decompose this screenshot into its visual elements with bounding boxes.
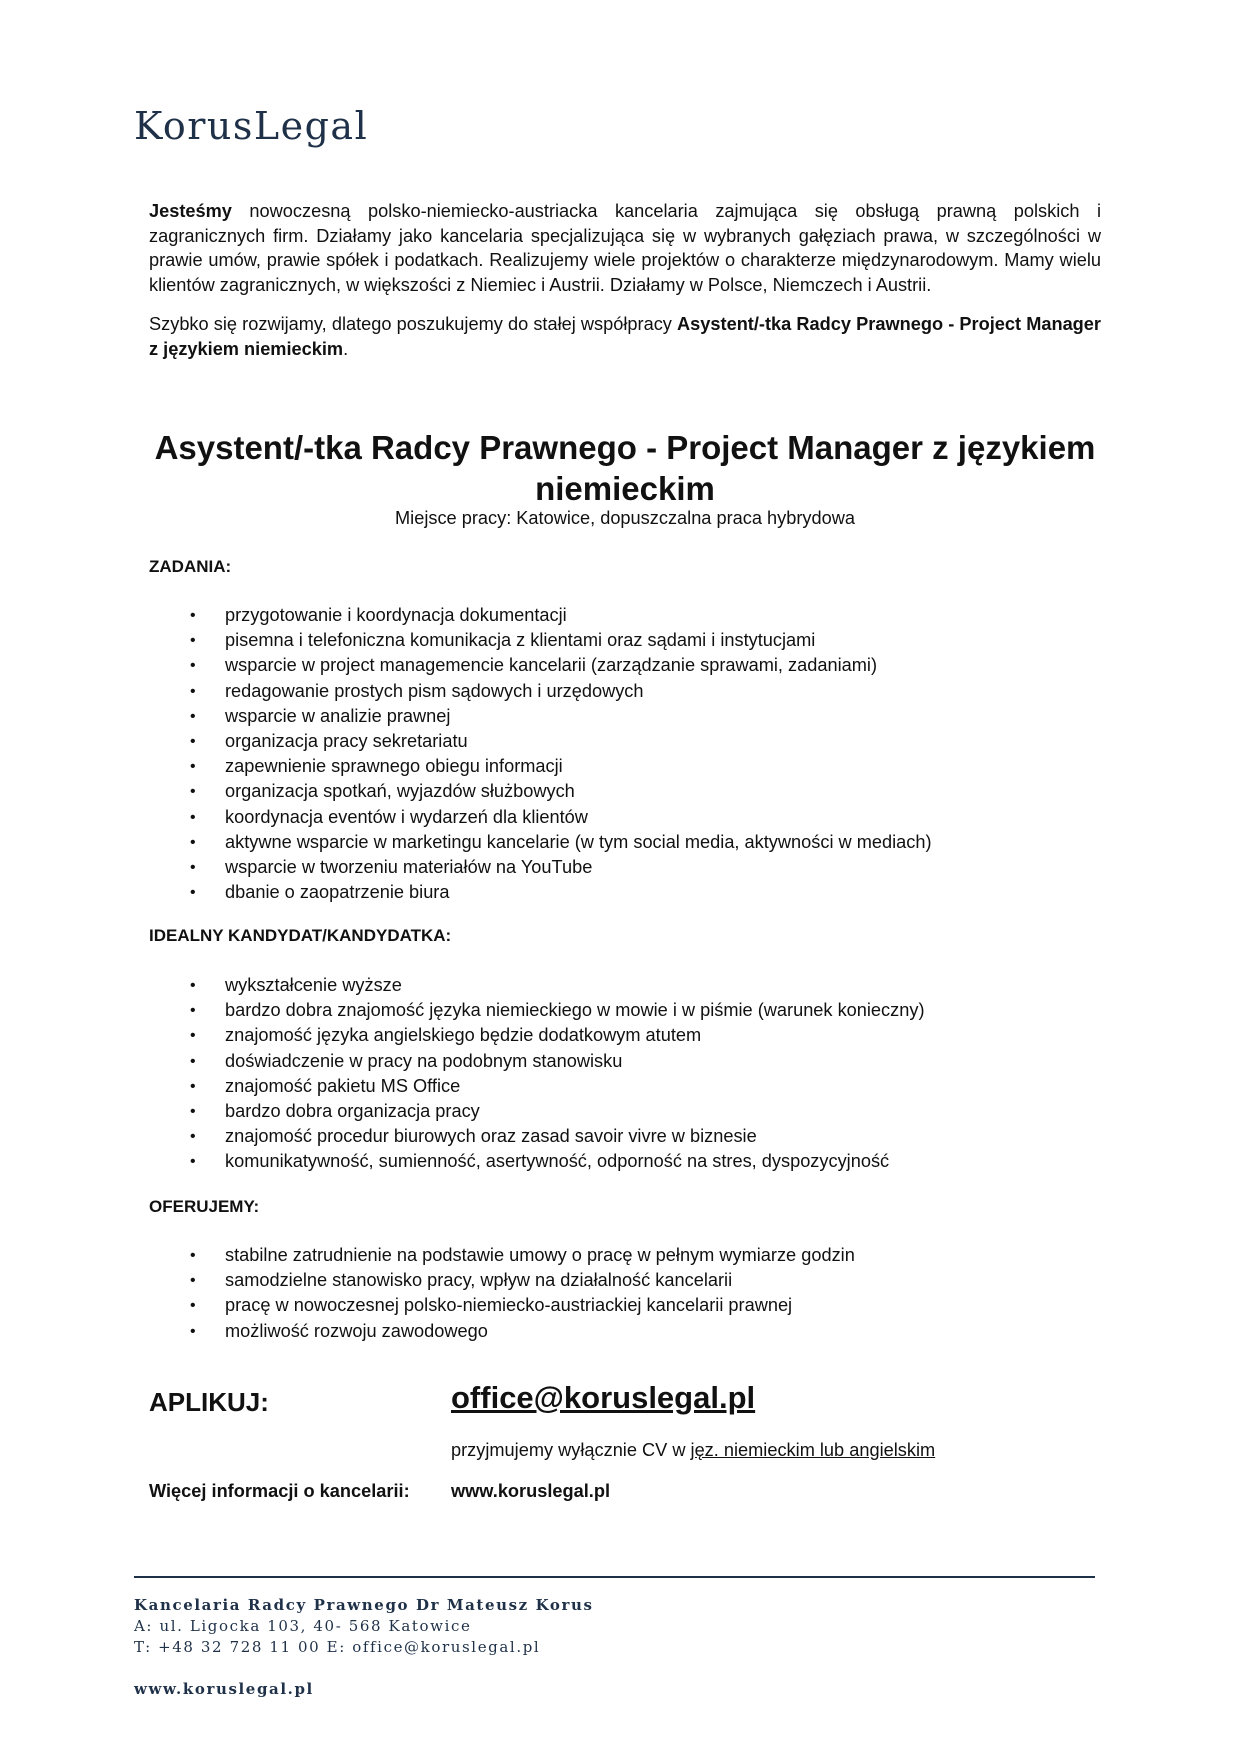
bullet-icon: •	[190, 682, 196, 700]
footer-website[interactable]: www.koruslegal.pl	[134, 1680, 314, 1698]
list-item-text: samodzielne stanowisko pracy, wpływ na działalność kancelarii	[225, 1270, 733, 1291]
tasks-heading: ZADANIA:	[149, 557, 232, 576]
list-item	[149, 729, 932, 754]
recruitment-end: .	[343, 338, 349, 359]
list-item-text: bardzo dobra organizacja pracy	[225, 1100, 480, 1121]
bullet-icon: •	[190, 632, 196, 650]
list-item-text: bardzo dobra znajomość języka niemieckiego w mowie i w piśmie (warunek konieczny)	[225, 1000, 925, 1021]
list-item-text: wsparcie w analizie prawnej	[225, 705, 451, 726]
list-item-text: komunikatywność, sumienność, asertywność, odporność na stres, dyspozycyjność	[225, 1151, 890, 1172]
bullet-icon: •	[190, 833, 196, 851]
apply-note-text: przyjmujemy wyłącznie CV w	[451, 1440, 691, 1460]
bullet-icon: •	[190, 1272, 196, 1290]
list-item	[149, 779, 932, 804]
list-item-text: pracę w nowoczesnej polsko-niemiecko-austriackiej kancelarii prawnej	[225, 1295, 793, 1316]
bullet-icon: •	[190, 1128, 196, 1146]
list-item-text: zapewnienie sprawnego obiegu informacji	[225, 756, 563, 777]
list-item-text: doświadczenie w pracy na podobnym stanowisku	[225, 1050, 623, 1071]
list-item-text: znajomość pakietu MS Office	[225, 1075, 461, 1096]
footer-address: A: ul. Ligocka 103, 40- 568 Katowice	[134, 1617, 472, 1635]
list-item-text: znajomość języka angielskiego będzie dodatkowym atutem	[225, 1025, 702, 1046]
more-info-label: Więcej informacji o kancelarii:	[149, 1481, 410, 1501]
offer-heading: OFERUJEMY:	[149, 1197, 260, 1216]
apply-note-languages: jęz. niemieckim lub angielskim	[690, 1440, 936, 1460]
bullet-icon: •	[190, 1052, 196, 1070]
list-item	[149, 679, 932, 704]
candidate-heading: IDEALNY KANDYDAT/KANDYDATKA:	[149, 926, 452, 945]
bullet-icon: •	[190, 1077, 196, 1095]
list-item	[149, 1074, 925, 1099]
intro-paragraph	[149, 199, 1101, 297]
list-item	[149, 973, 925, 998]
bullet-icon: •	[190, 1002, 196, 1020]
company-logo: KorusLegal	[134, 104, 369, 148]
list-item-text: aktywne wsparcie w marketingu kancelarie (w tym social media, aktywności w mediach)	[225, 831, 932, 852]
recruitment-position: Asystent/-tka Radcy Prawnego - Project Manager z językiem niemieckim	[149, 314, 1101, 359]
more-info-url[interactable]: www.koruslegal.pl	[451, 1481, 611, 1501]
list-item	[149, 1268, 855, 1293]
bullet-icon: •	[190, 1102, 196, 1120]
bullet-icon: •	[190, 607, 196, 624]
bullet-icon: •	[190, 732, 196, 750]
list-item-text: wsparcie w project managemencie kancelarii (zarządzanie sprawami, zadaniami)	[225, 655, 877, 676]
list-item-text: przygotowanie i koordynacja dokumentacji	[225, 605, 567, 625]
list-item	[149, 998, 925, 1023]
list-item	[149, 704, 932, 729]
tasks-list	[149, 603, 932, 905]
list-item-text: wsparcie w tworzeniu materiałów na YouTube	[225, 856, 593, 877]
bullet-icon: •	[190, 657, 196, 675]
job-title: Asystent/-tka Radcy Prawnego - Project Manager z językiem niemieckim	[154, 429, 1096, 507]
bullet-icon: •	[190, 1027, 196, 1045]
list-item-text: dbanie o zaopatrzenie biura	[225, 882, 450, 903]
list-item	[149, 880, 932, 905]
list-item-text: wykształcenie wyższe	[225, 975, 402, 995]
intro-text: nowoczesną polsko-niemiecko-austriacka kancelaria zajmująca się obsługą prawną polskich i zagranicznych firm. Działamy jako kancelaria specjalizująca się w wybranych gałęziach prawa, w szczególności w prawie umów, prawie spółek i podatkach. Realizujemy wiele projektów o charakterze międzynarodowym. Mamy wielu klientów zagranicznych, w większości z Niemiec i Austrii. Działamy w Polsce, Niemczech i Austrii.	[149, 201, 1101, 295]
list-item	[149, 1124, 925, 1149]
bullet-icon: •	[190, 977, 196, 994]
apply-label: APLIKUJ:	[149, 1387, 269, 1417]
footer-firm-name: Kancelaria Radcy Prawnego Dr Mateusz Korus	[134, 1596, 594, 1614]
bullet-icon: •	[190, 1322, 196, 1340]
list-item-text: stabilne zatrudnienie na podstawie umowy o pracę w pełnym wymiarze godzin	[225, 1245, 855, 1265]
recruitment-text: Szybko się rozwijamy, dlatego poszukujemy do stałej współpracy	[149, 314, 678, 334]
bullet-icon: •	[190, 758, 196, 776]
list-item	[149, 1049, 925, 1074]
list-item-text: znajomość procedur biurowych oraz zasad savoir vivre w biznesie	[225, 1126, 757, 1147]
list-item	[149, 1243, 855, 1268]
list-item	[149, 1023, 925, 1048]
apply-note	[451, 1440, 935, 1461]
bullet-icon: •	[190, 1297, 196, 1315]
list-item	[149, 830, 932, 855]
list-item	[149, 805, 932, 830]
list-item	[149, 1099, 925, 1124]
offer-list	[149, 1243, 855, 1344]
job-location: Miejsce pracy: Katowice, dopuszczalna praca hybrydowa	[395, 508, 855, 528]
recruitment-paragraph	[149, 312, 1101, 361]
list-item	[149, 628, 932, 653]
bullet-icon: •	[190, 808, 196, 826]
list-item-text: pisemna i telefoniczna komunikacja z klientami oraz sądami i instytucjami	[225, 630, 816, 651]
intro-lead: Jesteśmy	[149, 201, 232, 221]
list-item	[149, 1293, 855, 1318]
footer-divider	[134, 1576, 1095, 1578]
footer-contact: T: +48 32 728 11 00 E: office@koruslegal.pl	[134, 1638, 541, 1656]
list-item	[149, 603, 932, 628]
bullet-icon: •	[190, 783, 196, 801]
bullet-icon: •	[190, 1247, 196, 1264]
list-item-text: koordynacja eventów i wydarzeń dla klientów	[225, 806, 588, 827]
list-item-text: organizacja pracy sekretariatu	[225, 730, 468, 751]
bullet-icon: •	[190, 884, 196, 902]
list-item	[149, 855, 932, 880]
list-item-text: redagowanie prostych pism sądowych i urzędowych	[225, 680, 644, 701]
list-item	[149, 754, 932, 779]
list-item	[149, 653, 932, 678]
list-item	[149, 1319, 855, 1344]
bullet-icon: •	[190, 707, 196, 725]
list-item	[149, 1149, 925, 1174]
bullet-icon: •	[190, 858, 196, 876]
list-item-text: organizacja spotkań, wyjazdów służbowych	[225, 781, 575, 802]
list-item-text: możliwość rozwoju zawodowego	[225, 1320, 488, 1341]
apply-email-link[interactable]: office@koruslegal.pl	[451, 1380, 756, 1415]
bullet-icon: •	[190, 1153, 196, 1171]
candidate-list	[149, 973, 925, 1175]
